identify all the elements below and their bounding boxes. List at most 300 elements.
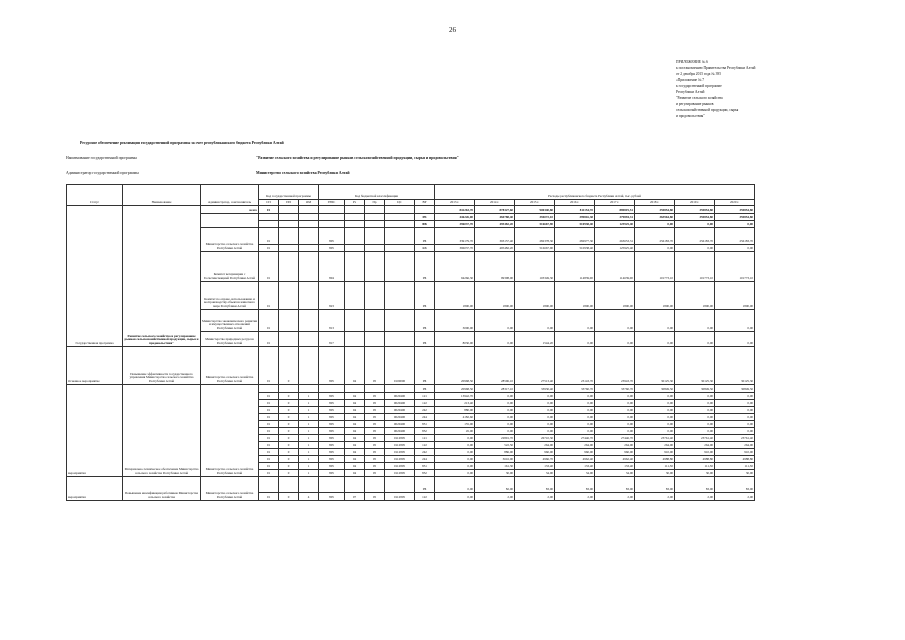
code-cell: 0112805: [385, 463, 415, 470]
header-subcolumn: ПП: [279, 200, 299, 206]
code-cell: [365, 385, 385, 393]
code-cell: 1: [299, 400, 319, 407]
header-subcolumn: 2015 г.: [515, 200, 555, 206]
value-cell: 910,00: [675, 449, 715, 456]
value-cell: 4962,40: [595, 456, 635, 463]
value-cell: 900340,80: [515, 206, 555, 214]
value-cell: 2,00: [675, 493, 715, 501]
code-cell: 01: [259, 470, 279, 477]
admin-cell: Министерство природных ресурсов Республики Алтай: [201, 332, 259, 347]
code-cell: [345, 206, 365, 214]
code-cell: 04: [345, 393, 365, 400]
value-cell: 842263,70: [435, 206, 475, 214]
appendix-line: сельскохозяйственной продукции, сырья: [676, 108, 739, 112]
value-cell: 101773,10: [715, 252, 755, 282]
value-cell: 282977,30: [555, 228, 595, 245]
code-cell: 1: [299, 421, 319, 428]
value-cell: 379894,31: [595, 214, 635, 221]
code-cell: 122: [415, 493, 435, 501]
value-cell: 2,00: [715, 493, 755, 501]
code-cell: 805: [319, 463, 345, 470]
value-cell: 30849,50: [715, 385, 755, 393]
value-cell: 1800,00: [435, 282, 475, 310]
value-cell: 161,30: [475, 463, 515, 470]
code-cell: 244: [415, 414, 435, 421]
value-cell: 0,00: [675, 245, 715, 252]
code-cell: 05: [365, 442, 385, 449]
value-cell: 396037,70: [435, 221, 475, 228]
value-cell: 0,00: [475, 400, 515, 407]
code-cell: 242: [415, 449, 435, 456]
value-cell: 111,30: [635, 463, 675, 470]
admin-cell-empty: [201, 214, 259, 228]
code-cell: 805: [319, 435, 345, 442]
code-cell: [299, 252, 319, 282]
code-cell: [365, 228, 385, 245]
value-cell: 34,00: [595, 470, 635, 477]
value-cell: 1800,00: [515, 282, 555, 310]
code-cell: 1: [299, 449, 319, 456]
code-cell: [365, 221, 385, 228]
admin-cell: Комитет по охране, использованию и воспроизводству объектов животного мира Республики Алтай: [201, 282, 259, 310]
admin-cell: Министерство сельского хозяйства Республики Алтай: [201, 347, 259, 385]
code-cell: 0: [279, 435, 299, 442]
code-cell: 01: [259, 206, 279, 214]
code-cell: 04: [345, 463, 365, 470]
value-cell: 114839,00: [555, 252, 595, 282]
value-cell: 0,00: [675, 414, 715, 421]
code-cell: 04: [345, 414, 365, 421]
value-cell: 125925,40: [595, 221, 635, 228]
value-cell: 0,00: [435, 449, 475, 456]
value-cell: 30125,30: [715, 347, 755, 385]
admin-cell: Министерство сельского хозяйства Республики Алтай: [201, 385, 259, 477]
table-row: [67, 347, 755, 385]
value-cell: 0,00: [555, 428, 595, 435]
code-cell: [279, 282, 299, 310]
code-cell: 1: [299, 463, 319, 470]
value-cell: 23761,40: [675, 435, 715, 442]
value-cell: 0,00: [555, 421, 595, 428]
header-subcolumn: СП: [259, 200, 279, 206]
header-subcolumn: 2019 г.: [675, 200, 715, 206]
code-cell: 01: [259, 310, 279, 332]
code-cell: 01: [259, 245, 279, 252]
code-cell: 0112805: [385, 442, 415, 449]
header-subcolumn: 2020 г.: [715, 200, 755, 206]
page-number: 26: [449, 26, 456, 34]
value-cell: 256183,70: [675, 228, 715, 245]
value-cell: 0,00: [555, 332, 595, 347]
value-cell: 0,00: [555, 414, 595, 421]
value-cell: 0,00: [595, 393, 635, 400]
value-cell: 83,00: [595, 477, 635, 493]
header-expenses: Расходы республиканского бюджета Республики Алтай, тыс. рублей: [435, 185, 755, 200]
code-cell: 805: [319, 393, 345, 400]
value-cell: 28596,10: [475, 347, 515, 385]
code-cell: 0: [279, 442, 299, 449]
value-cell: 910,00: [635, 449, 675, 456]
value-cell: 394072,10: [515, 214, 555, 221]
code-cell: [279, 228, 299, 245]
value-cell: 0,00: [715, 310, 755, 332]
value-cell: 34,00: [555, 470, 595, 477]
code-cell: 805: [319, 493, 345, 501]
code-cell: 0112805: [385, 456, 415, 463]
code-cell: [299, 477, 319, 493]
value-cell: 0,00: [635, 332, 675, 347]
code-cell: [299, 221, 319, 228]
code-cell: 805: [319, 456, 345, 463]
code-cell: [385, 477, 415, 493]
appendix-line: «Приложение № 7: [676, 78, 705, 82]
code-cell: [259, 221, 279, 228]
header-subcolumn: 2017 г.: [595, 200, 635, 206]
code-cell: 0: [279, 493, 299, 501]
value-cell: 264,00: [675, 442, 715, 449]
code-cell: [319, 477, 345, 493]
code-cell: 05: [365, 470, 385, 477]
header-name: Наименование: [123, 185, 201, 206]
code-cell: 0: [279, 470, 299, 477]
code-cell: [385, 252, 415, 282]
code-cell: 1: [299, 428, 319, 435]
admin-cell: Министерство экономического развития и имущественных отношений Республики Алтай: [201, 310, 259, 332]
code-cell: 0020400: [385, 414, 415, 421]
value-cell: 0,00: [515, 400, 555, 407]
code-cell: [365, 310, 385, 332]
appendix-line: "Развитие сельского хозяйства: [676, 96, 723, 100]
code-cell: 0020400: [385, 428, 415, 435]
code-cell: [415, 206, 435, 214]
value-cell: 0,00: [555, 400, 595, 407]
value-cell: 264,00: [635, 442, 675, 449]
value-cell: 33760,70: [595, 385, 635, 393]
code-cell: [385, 245, 415, 252]
code-cell: РБ: [415, 214, 435, 221]
value-cell: 0,00: [555, 310, 595, 332]
value-cell: 0,00: [435, 493, 475, 501]
code-cell: 805: [319, 442, 345, 449]
status-event: мероприятия: [67, 385, 123, 477]
code-cell: ФБ: [415, 245, 435, 252]
value-cell: 878327,60: [475, 206, 515, 214]
code-cell: [319, 221, 345, 228]
value-cell: 20968,50: [435, 385, 475, 393]
code-cell: [365, 206, 385, 214]
appendix-line: ПРИЛОЖЕНИЕ № 6: [676, 60, 708, 64]
value-cell: 30125,30: [675, 347, 715, 385]
code-cell: [319, 385, 345, 393]
header-subcolumn: 2013 г.: [435, 200, 475, 206]
code-cell: 07: [345, 493, 365, 501]
code-cell: РБ: [415, 332, 435, 347]
code-cell: [279, 252, 299, 282]
code-cell: 823: [319, 282, 345, 310]
code-cell: 1: [299, 442, 319, 449]
value-cell: 495482,20: [475, 245, 515, 252]
value-cell: 495482,20: [475, 221, 515, 228]
code-cell: 4: [299, 493, 319, 501]
header-subcolumn: 2014 г.: [475, 200, 515, 206]
appendix-line: от 2 декабря 2015 года № 395: [676, 72, 722, 76]
code-cell: 805: [319, 228, 345, 245]
code-cell: [299, 206, 319, 214]
value-cell: 0,00: [675, 421, 715, 428]
program-name: "Развитие сельского хозяйства и регулирование рынков сельскохозяйственной продукции, сырья и продовольствия": [256, 156, 459, 160]
value-cell: 82,00: [475, 477, 515, 493]
code-cell: [385, 228, 415, 245]
value-cell: 256183,70: [635, 228, 675, 245]
value-cell: 30125,30: [635, 347, 675, 385]
value-cell: 0,00: [635, 393, 675, 400]
code-cell: 01: [259, 449, 279, 456]
value-cell: 886,00: [475, 449, 515, 456]
code-cell: 05: [365, 463, 385, 470]
code-cell: [259, 214, 279, 221]
value-cell: 880,00: [435, 407, 475, 414]
code-cell: РБ: [415, 385, 435, 393]
value-cell: 0,00: [595, 428, 635, 435]
code-cell: [385, 221, 415, 228]
value-cell: 0,00: [475, 421, 515, 428]
code-cell: 04: [345, 407, 365, 414]
value-cell: 0,00: [435, 477, 475, 493]
value-cell: 359854,80: [675, 206, 715, 214]
value-cell: 359854,80: [635, 206, 675, 214]
table-row: [67, 206, 755, 214]
value-cell: 4988,80: [715, 456, 755, 463]
code-cell: [385, 332, 415, 347]
value-cell: 83,00: [515, 477, 555, 493]
header-subcolumn: ЦС: [385, 200, 415, 206]
status-state-program: Государственная программа: [67, 206, 123, 347]
code-cell: 852: [415, 428, 435, 435]
value-cell: 22891,70: [475, 435, 515, 442]
value-cell: 0,00: [635, 221, 675, 228]
code-cell: РБ: [415, 310, 435, 332]
value-cell: 0,00: [595, 421, 635, 428]
value-cell: 2,00: [475, 493, 515, 501]
value-cell: 0,00: [595, 407, 635, 414]
value-cell: 0,00: [515, 393, 555, 400]
value-cell: 23761,40: [635, 435, 675, 442]
value-cell: 1800,00: [475, 282, 515, 310]
code-cell: [299, 310, 319, 332]
event-name: Повышение квалификации работников Министерства сельского хозяйства: [123, 477, 201, 501]
value-cell: 0,00: [475, 310, 515, 332]
value-cell: 0,00: [675, 393, 715, 400]
value-cell: 33760,70: [555, 385, 595, 393]
code-cell: 805: [319, 421, 345, 428]
admin-name: Министерство сельского хозяйства Республики Алтай: [256, 171, 350, 175]
admin-cell: Министерство сельского хозяйства Республики Алтай: [201, 228, 259, 252]
code-cell: [299, 282, 319, 310]
value-cell: 2,00: [595, 493, 635, 501]
status-event: мероприятия: [67, 477, 123, 501]
code-cell: 01: [259, 252, 279, 282]
value-cell: 13942,70: [435, 393, 475, 400]
value-cell: 0,00: [595, 310, 635, 332]
code-cell: [345, 228, 365, 245]
code-cell: [279, 221, 299, 228]
code-cell: [385, 206, 415, 214]
value-cell: 101773,10: [635, 252, 675, 282]
header-subcolumn: Рз: [345, 200, 365, 206]
code-cell: [279, 385, 299, 393]
value-cell: 0,00: [475, 393, 515, 400]
code-cell: [385, 282, 415, 310]
value-cell: 0,00: [595, 400, 635, 407]
value-cell: 30,00: [635, 470, 675, 477]
code-cell: 01: [259, 442, 279, 449]
value-cell: 23143,70: [555, 347, 595, 385]
value-cell: 399816,38: [555, 214, 595, 221]
value-cell: 103349,30: [515, 252, 555, 282]
budget-table: [66, 184, 755, 501]
code-cell: [279, 206, 299, 214]
value-cell: 510938,40: [555, 245, 595, 252]
value-cell: 910,00: [715, 449, 755, 456]
value-cell: 30,00: [675, 470, 715, 477]
value-cell: 1800,00: [595, 282, 635, 310]
value-cell: 213,40: [435, 400, 475, 407]
code-cell: 122: [415, 442, 435, 449]
code-cell: [345, 221, 365, 228]
value-cell: 28317,10: [475, 385, 515, 393]
value-cell: 359854,80: [675, 214, 715, 221]
code-cell: 05: [365, 449, 385, 456]
value-cell: 0,00: [435, 456, 475, 463]
value-cell: 0,00: [675, 400, 715, 407]
total-label: всего: [201, 206, 259, 214]
value-cell: 27446,70: [555, 435, 595, 442]
value-cell: 125925,40: [595, 245, 635, 252]
value-cell: 264,00: [595, 442, 635, 449]
value-cell: 0,00: [515, 421, 555, 428]
code-cell: 1: [299, 456, 319, 463]
value-cell: 0,00: [635, 428, 675, 435]
code-cell: 805: [319, 245, 345, 252]
code-cell: 05: [365, 347, 385, 385]
value-cell: 30,00: [715, 470, 755, 477]
code-cell: [299, 332, 319, 347]
value-cell: 30849,50: [675, 385, 715, 393]
code-cell: 0112805: [385, 449, 415, 456]
code-cell: 0020400: [385, 393, 415, 400]
value-cell: 0,00: [435, 470, 475, 477]
value-cell: 0,00: [475, 414, 515, 421]
value-cell: 0,00: [635, 407, 675, 414]
code-cell: [279, 477, 299, 493]
value-cell: 0,00: [715, 400, 755, 407]
code-cell: [385, 214, 415, 221]
code-cell: [299, 214, 319, 221]
value-cell: 0,00: [715, 332, 755, 347]
code-cell: 805: [319, 428, 345, 435]
code-cell: [299, 245, 319, 252]
code-cell: [345, 332, 365, 347]
code-cell: 0: [279, 463, 299, 470]
admin-label: Администратор государственной программы: [66, 171, 139, 175]
header-subcolumn: ВР: [415, 200, 435, 206]
value-cell: 83,00: [635, 477, 675, 493]
header-budget-classification: Код бюджетной классификации: [319, 185, 435, 200]
value-cell: 111,30: [715, 463, 755, 470]
code-cell: [319, 206, 345, 214]
value-cell: 0,00: [635, 245, 675, 252]
appendix-line: и регулирование рынков: [676, 102, 714, 106]
code-cell: [345, 310, 365, 332]
admin-cell: Комитет ветеринарии с Госветинспекцией Республики Алтай: [201, 252, 259, 282]
header-subcolumn: ГРБС: [319, 200, 345, 206]
header-subcolumn: Пр: [365, 200, 385, 206]
value-cell: 0,00: [675, 407, 715, 414]
value-cell: 339179,70: [435, 228, 475, 245]
code-cell: 04: [345, 400, 365, 407]
code-cell: 05: [365, 456, 385, 463]
table-row: [67, 477, 755, 493]
code-cell: 0: [279, 400, 299, 407]
code-cell: 04: [345, 456, 365, 463]
value-cell: 0,00: [435, 463, 475, 470]
value-cell: 0,00: [435, 435, 475, 442]
value-cell: 0,00: [515, 428, 555, 435]
code-cell: 1: [299, 414, 319, 421]
value-cell: 0,00: [515, 407, 555, 414]
code-cell: 01: [259, 414, 279, 421]
code-cell: РБ: [415, 228, 435, 245]
value-cell: 264,00: [555, 442, 595, 449]
value-cell: 30,00: [475, 470, 515, 477]
value-cell: 45,00: [435, 428, 475, 435]
value-cell: 0,00: [715, 414, 755, 421]
code-cell: 805: [319, 400, 345, 407]
value-cell: 0,00: [555, 407, 595, 414]
code-cell: 01: [259, 282, 279, 310]
code-cell: РБ: [415, 347, 435, 385]
code-cell: [319, 214, 345, 221]
code-cell: РБ: [415, 252, 435, 282]
code-cell: 01: [259, 493, 279, 501]
code-cell: 01: [259, 421, 279, 428]
value-cell: 83,00: [715, 477, 755, 493]
code-cell: 0: [279, 421, 299, 428]
value-cell: 2,00: [635, 493, 675, 501]
code-cell: 1: [299, 470, 319, 477]
code-cell: [365, 245, 385, 252]
code-cell: 1: [299, 393, 319, 400]
value-cell: 0,00: [675, 428, 715, 435]
value-cell: 111,30: [675, 463, 715, 470]
appendix-line: и продовольствия": [676, 114, 705, 118]
value-cell: 4988,80: [635, 456, 675, 463]
value-cell: 0,00: [475, 332, 515, 347]
code-cell: [385, 385, 415, 393]
code-cell: 04: [345, 347, 365, 385]
value-cell: 0,00: [595, 414, 635, 421]
code-cell: 01: [259, 347, 279, 385]
code-cell: 05: [365, 421, 385, 428]
code-cell: 0112805: [385, 470, 415, 477]
code-cell: 01: [259, 332, 279, 347]
value-cell: 8030,00: [435, 332, 475, 347]
appendix-line: к государственной программе: [676, 84, 722, 88]
value-cell: 396037,70: [435, 245, 475, 252]
value-cell: 0,00: [635, 400, 675, 407]
code-cell: 05: [365, 414, 385, 421]
appendix-line: Республики Алтай: [676, 90, 705, 94]
